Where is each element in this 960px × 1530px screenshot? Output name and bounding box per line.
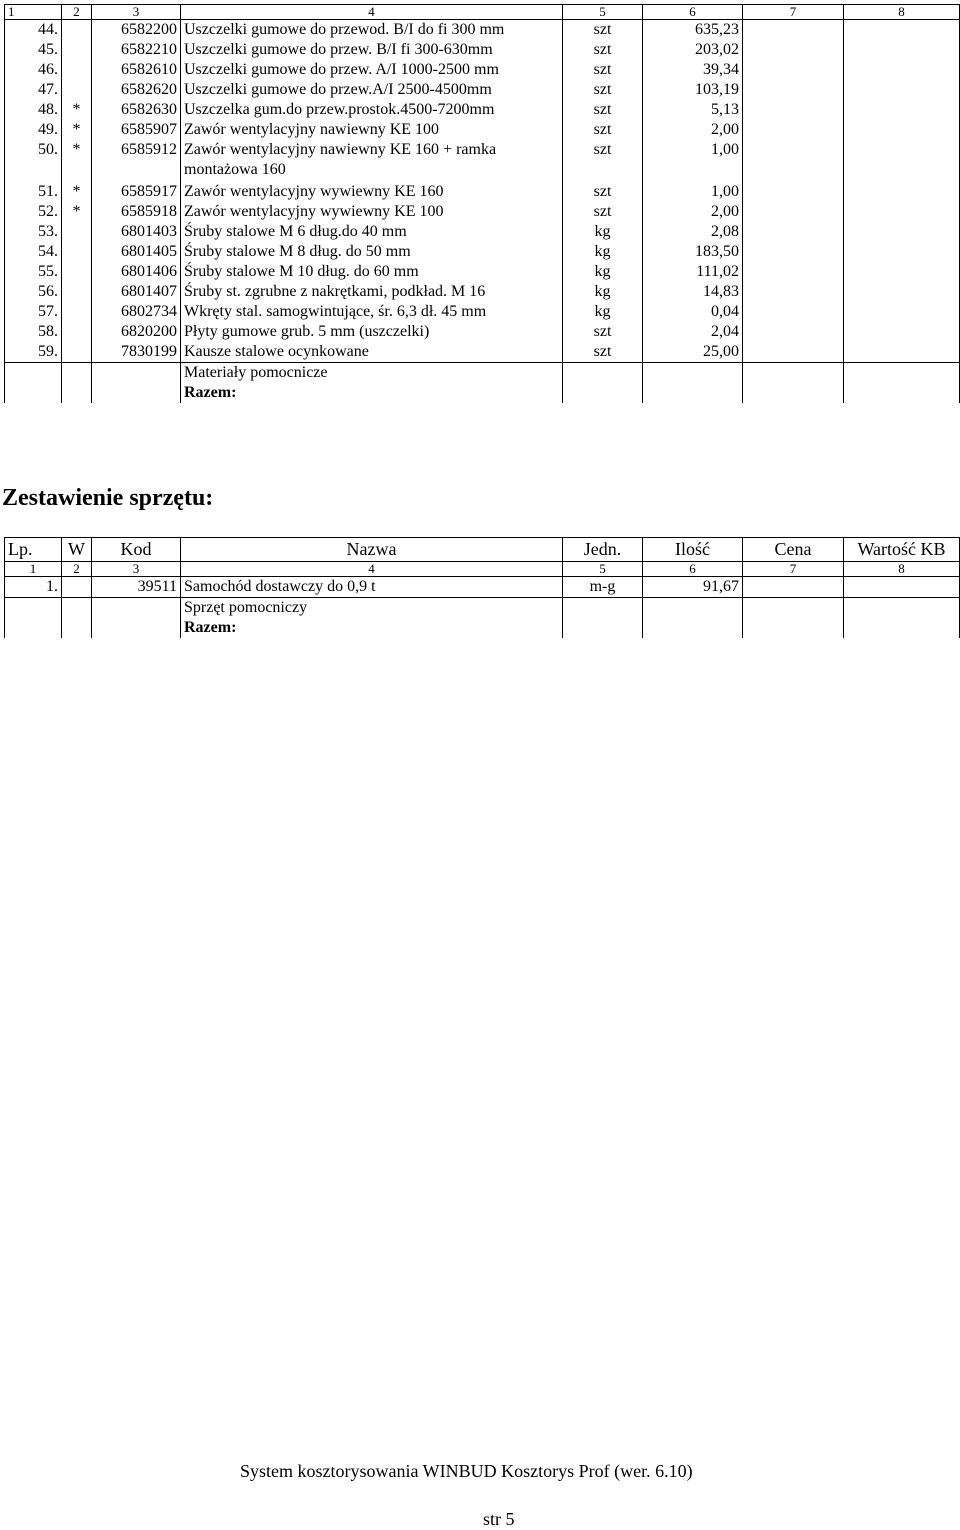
eq-colnum-2: 2 <box>62 562 92 577</box>
table-row <box>5 140 960 182</box>
row-wartosc <box>844 242 960 262</box>
row-jedn: szt <box>563 120 643 140</box>
row-w <box>62 40 92 60</box>
row-cena <box>743 182 844 202</box>
row-wartosc <box>844 577 960 598</box>
colnum-2: 2 <box>62 5 92 20</box>
row-ilosc: 635,23 <box>643 20 743 41</box>
empty-cell <box>743 598 844 619</box>
empty-cell <box>643 598 743 619</box>
row-w: * <box>62 140 92 182</box>
row-lp: 48. <box>5 100 62 120</box>
row-kod: 6582200 <box>92 20 181 41</box>
auxiliary-row <box>5 598 960 619</box>
empty-cell <box>5 618 62 638</box>
row-kod: 6801406 <box>92 262 181 282</box>
empty-cell <box>643 383 743 403</box>
row-w <box>62 242 92 262</box>
row-kod: 6582610 <box>92 60 181 80</box>
row-nazwa: Śruby stalowe M 10 dług. do 60 mm <box>181 262 563 282</box>
row-wartosc <box>844 140 960 182</box>
header-wartosc: Wartość KB <box>844 538 960 562</box>
row-wartosc <box>844 80 960 100</box>
row-w: * <box>62 100 92 120</box>
total-row <box>5 618 960 638</box>
eq-colnum-8: 8 <box>844 562 960 577</box>
row-ilosc: 103,19 <box>643 80 743 100</box>
row-ilosc: 0,04 <box>643 302 743 322</box>
row-lp: 56. <box>5 282 62 302</box>
row-jedn: szt <box>563 182 643 202</box>
colnum-7: 7 <box>743 5 844 20</box>
colnum-5: 5 <box>563 5 643 20</box>
row-kod: 6802734 <box>92 302 181 322</box>
row-ilosc: 183,50 <box>643 242 743 262</box>
row-cena <box>743 242 844 262</box>
materials-table <box>4 4 960 403</box>
eq-colnum-1: 1 <box>5 562 62 577</box>
row-jedn: szt <box>563 322 643 342</box>
row-ilosc: 14,83 <box>643 282 743 302</box>
footer-system-name: System kosztorysowania WINBUD Kosztorys Prof (wer. 6.10) <box>240 1461 693 1481</box>
row-nazwa: Wkręty stal. samogwintujące, śr. 6,3 dł. 45 mm <box>181 302 563 322</box>
table-row <box>5 202 960 222</box>
row-cena <box>743 202 844 222</box>
row-cena <box>743 262 844 282</box>
row-wartosc <box>844 302 960 322</box>
table-row <box>5 222 960 242</box>
row-jedn: szt <box>563 40 643 60</box>
row-nazwa: Uszczelki gumowe do przew.A/I 2500-4500mm <box>181 80 563 100</box>
row-nazwa: Zawór wentylacyjny nawiewny KE 160 + ramka montażowa 160 <box>181 140 563 182</box>
header-nazwa: Nazwa <box>181 538 563 562</box>
row-kod: 6582620 <box>92 80 181 100</box>
row-w: * <box>62 120 92 140</box>
row-lp: 52. <box>5 202 62 222</box>
row-cena <box>743 222 844 242</box>
empty-cell <box>62 618 92 638</box>
row-nazwa: Płyty gumowe grub. 5 mm (uszczelki) <box>181 322 563 342</box>
row-kod: 6801407 <box>92 282 181 302</box>
row-lp: 47. <box>5 80 62 100</box>
row-w <box>62 342 92 363</box>
row-cena <box>743 140 844 182</box>
table-row <box>5 262 960 282</box>
row-nazwa: Uszczelki gumowe do przew. A/I 1000-2500 mm <box>181 60 563 80</box>
empty-cell <box>92 383 181 403</box>
row-kod: 6582630 <box>92 100 181 120</box>
row-nazwa: Śruby stalowe M 6 dług.do 40 mm <box>181 222 563 242</box>
table-row <box>5 80 960 100</box>
empty-cell <box>743 363 844 384</box>
eq-colnum-7: 7 <box>743 562 844 577</box>
row-w <box>62 222 92 242</box>
empty-cell <box>743 618 844 638</box>
column-number-row <box>5 5 960 20</box>
row-w <box>62 282 92 302</box>
row-wartosc <box>844 262 960 282</box>
colnum-1: 1 <box>5 5 62 20</box>
empty-cell <box>844 383 960 403</box>
row-wartosc <box>844 282 960 302</box>
row-nazwa: Zawór wentylacyjny wywiewny KE 160 <box>181 182 563 202</box>
auxiliary-label: Sprzęt pomocniczy <box>181 598 563 619</box>
row-lp: 50. <box>5 140 62 182</box>
empty-cell <box>844 363 960 384</box>
empty-cell <box>5 598 62 619</box>
row-cena <box>743 80 844 100</box>
total-label: Razem: <box>181 618 563 638</box>
row-lp: 55. <box>5 262 62 282</box>
row-nazwa: Uszczelki gumowe do przewod. B/I do fi 300 mm <box>181 20 563 41</box>
header-w: W <box>62 538 92 562</box>
row-wartosc <box>844 20 960 41</box>
row-w <box>62 577 92 598</box>
row-lp: 1. <box>5 577 62 598</box>
empty-cell <box>92 363 181 384</box>
row-jedn: szt <box>563 100 643 120</box>
row-cena <box>743 342 844 363</box>
equipment-column-number-row <box>5 562 960 577</box>
row-wartosc <box>844 60 960 80</box>
row-cena <box>743 120 844 140</box>
row-ilosc: 25,00 <box>643 342 743 363</box>
eq-colnum-5: 5 <box>563 562 643 577</box>
table-row <box>5 120 960 140</box>
empty-cell <box>92 618 181 638</box>
table-row <box>5 577 960 598</box>
row-lp: 59. <box>5 342 62 363</box>
auxiliary-row <box>5 363 960 384</box>
row-jedn: kg <box>563 282 643 302</box>
row-cena <box>743 60 844 80</box>
empty-cell <box>844 618 960 638</box>
row-nazwa: Uszczelki gumowe do przew. B/I fi 300-630mm <box>181 40 563 60</box>
row-cena <box>743 20 844 41</box>
row-kod: 6585918 <box>92 202 181 222</box>
eq-colnum-3: 3 <box>92 562 181 577</box>
table-row <box>5 60 960 80</box>
footer-page-number: str 5 <box>483 1509 515 1529</box>
table-row <box>5 100 960 120</box>
eq-colnum-4: 4 <box>181 562 563 577</box>
row-lp: 45. <box>5 40 62 60</box>
row-ilosc: 5,13 <box>643 100 743 120</box>
empty-cell <box>92 598 181 619</box>
row-jedn: kg <box>563 222 643 242</box>
row-wartosc <box>844 342 960 363</box>
table-row <box>5 282 960 302</box>
row-cena <box>743 302 844 322</box>
table-row <box>5 242 960 262</box>
row-ilosc: 91,67 <box>643 577 743 598</box>
row-lp: 53. <box>5 222 62 242</box>
header-kod: Kod <box>92 538 181 562</box>
eq-colnum-6: 6 <box>643 562 743 577</box>
row-wartosc <box>844 40 960 60</box>
row-nazwa: Samochód dostawczy do 0,9 t <box>181 577 563 598</box>
row-cena <box>743 577 844 598</box>
row-lp: 46. <box>5 60 62 80</box>
row-jedn: m-g <box>563 577 643 598</box>
row-ilosc: 2,04 <box>643 322 743 342</box>
colnum-6: 6 <box>643 5 743 20</box>
row-wartosc <box>844 202 960 222</box>
row-w <box>62 60 92 80</box>
row-lp: 58. <box>5 322 62 342</box>
empty-cell <box>563 618 643 638</box>
empty-cell <box>563 363 643 384</box>
row-kod: 6801405 <box>92 242 181 262</box>
row-ilosc: 1,00 <box>643 140 743 182</box>
empty-cell <box>62 383 92 403</box>
header-ilosc: Ilość <box>643 538 743 562</box>
row-ilosc: 39,34 <box>643 60 743 80</box>
row-kod: 39511 <box>92 577 181 598</box>
row-ilosc: 2,00 <box>643 202 743 222</box>
row-nazwa: Śruby stalowe M 8 dług. do 50 mm <box>181 242 563 262</box>
row-wartosc <box>844 182 960 202</box>
row-kod: 6585907 <box>92 120 181 140</box>
auxiliary-label: Materiały pomocnicze <box>181 363 563 384</box>
empty-cell <box>743 383 844 403</box>
table-row <box>5 342 960 363</box>
row-jedn: szt <box>563 342 643 363</box>
row-cena <box>743 322 844 342</box>
row-jedn: szt <box>563 20 643 41</box>
row-w <box>62 262 92 282</box>
row-lp: 51. <box>5 182 62 202</box>
row-kod: 6582210 <box>92 40 181 60</box>
row-jedn: kg <box>563 262 643 282</box>
row-cena <box>743 100 844 120</box>
row-ilosc: 1,00 <box>643 182 743 202</box>
header-jedn: Jedn. <box>563 538 643 562</box>
row-kod: 6585912 <box>92 140 181 182</box>
table-row <box>5 40 960 60</box>
row-jedn: szt <box>563 60 643 80</box>
equipment-header-row <box>5 538 960 562</box>
table-row <box>5 20 960 41</box>
empty-cell <box>5 383 62 403</box>
row-ilosc: 2,00 <box>643 120 743 140</box>
row-kod: 6585917 <box>92 182 181 202</box>
empty-cell <box>62 598 92 619</box>
colnum-4: 4 <box>181 5 563 20</box>
row-jedn: kg <box>563 242 643 262</box>
table-row <box>5 302 960 322</box>
row-lp: 44. <box>5 20 62 41</box>
empty-cell <box>563 383 643 403</box>
row-nazwa: Zawór wentylacyjny wywiewny KE 100 <box>181 202 563 222</box>
row-wartosc <box>844 222 960 242</box>
table-row <box>5 322 960 342</box>
empty-cell <box>643 363 743 384</box>
total-row <box>5 383 960 403</box>
row-jedn: kg <box>563 302 643 322</box>
total-label: Razem: <box>181 383 563 403</box>
row-jedn: szt <box>563 80 643 100</box>
row-nazwa: Śruby st. zgrubne z nakrętkami, podkład. M 16 <box>181 282 563 302</box>
row-jedn: szt <box>563 202 643 222</box>
row-w: * <box>62 182 92 202</box>
row-lp: 54. <box>5 242 62 262</box>
empty-cell <box>643 618 743 638</box>
table-row <box>5 182 960 202</box>
header-cena: Cena <box>743 538 844 562</box>
row-kod: 6820200 <box>92 322 181 342</box>
row-w <box>62 322 92 342</box>
row-ilosc: 2,08 <box>643 222 743 242</box>
empty-cell <box>5 363 62 384</box>
row-w <box>62 20 92 41</box>
row-kod: 7830199 <box>92 342 181 363</box>
row-kod: 6801403 <box>92 222 181 242</box>
empty-cell <box>563 598 643 619</box>
row-ilosc: 111,02 <box>643 262 743 282</box>
row-nazwa: Zawór wentylacyjny nawiewny KE 100 <box>181 120 563 140</box>
row-cena <box>743 282 844 302</box>
row-lp: 49. <box>5 120 62 140</box>
colnum-3: 3 <box>92 5 181 20</box>
row-jedn: szt <box>563 140 643 182</box>
row-nazwa: Uszczelka gum.do przew.prostok.4500-7200mm <box>181 100 563 120</box>
colnum-8: 8 <box>844 5 960 20</box>
row-lp: 57. <box>5 302 62 322</box>
row-ilosc: 203,02 <box>643 40 743 60</box>
row-w <box>62 80 92 100</box>
equipment-table <box>4 537 960 638</box>
section-title-equipment: Zestawienie sprzętu: <box>2 485 214 511</box>
empty-cell <box>844 598 960 619</box>
header-lp: Lp. <box>5 538 62 562</box>
row-nazwa: Kausze stalowe ocynkowane <box>181 342 563 363</box>
row-w: * <box>62 202 92 222</box>
row-wartosc <box>844 120 960 140</box>
row-wartosc <box>844 322 960 342</box>
row-cena <box>743 40 844 60</box>
row-wartosc <box>844 100 960 120</box>
row-w <box>62 302 92 322</box>
empty-cell <box>62 363 92 384</box>
